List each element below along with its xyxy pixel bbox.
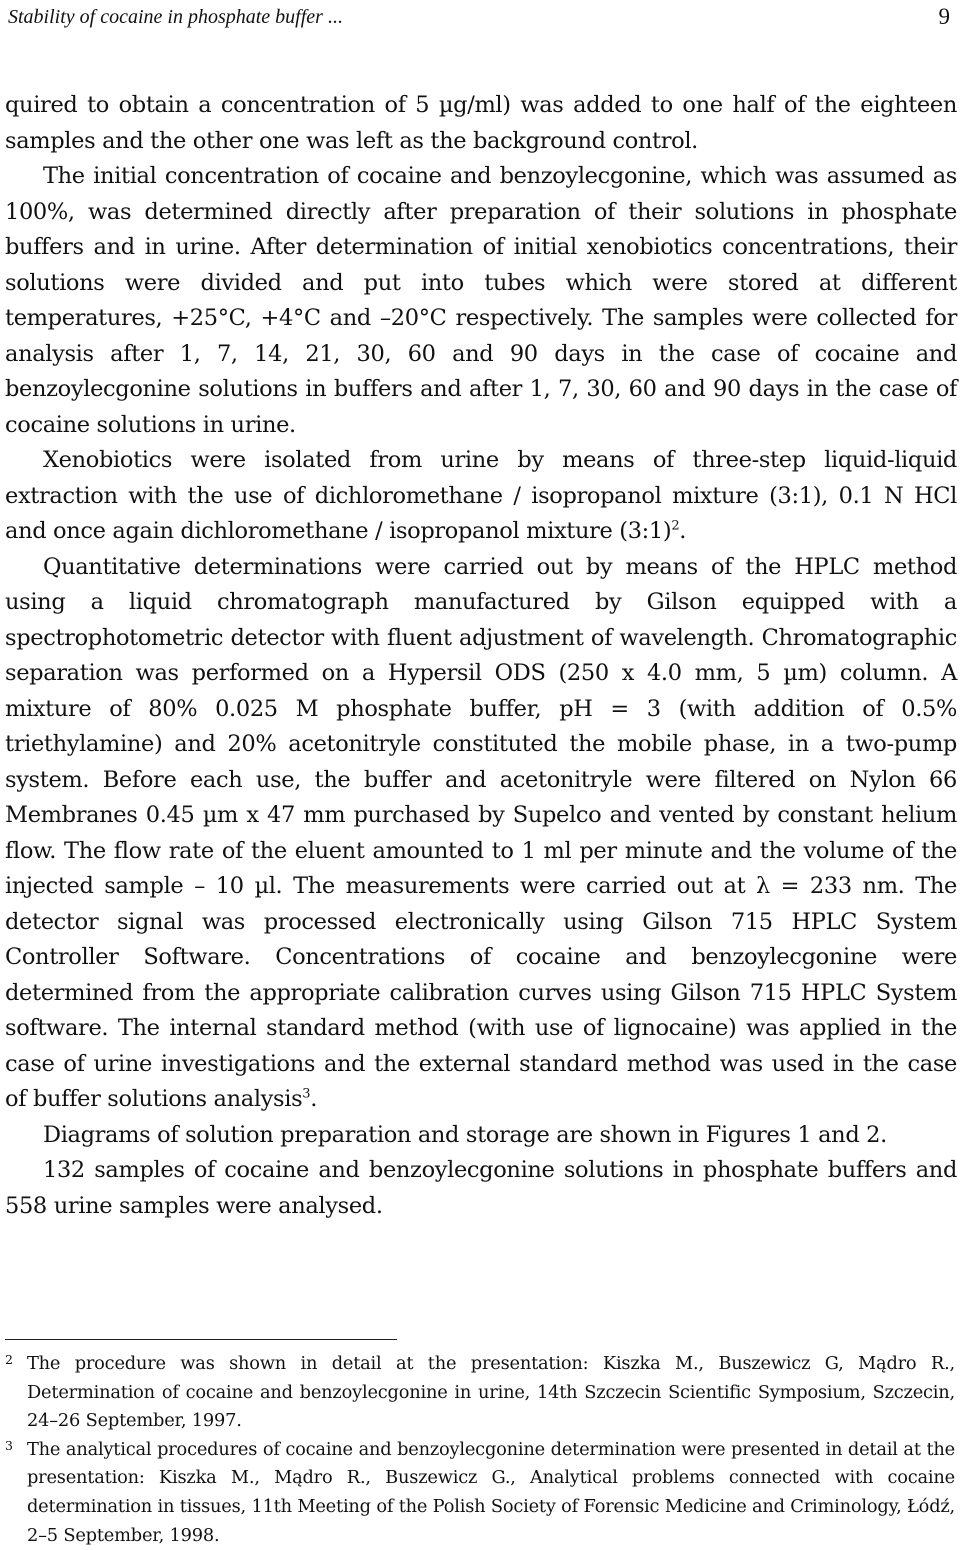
paragraph-initial-concentration: The initial concentration of cocaine and benzoylecgonine, which was assumed as 100%, was determined directly after preparation of their solutions in phosphate buffers and in urine. After determination of initial xenobiotics concentrations, their solutions were divided and put into tubes which were stored at different temperatures, +25°C, +4°C and –20°C respectively. The samples were collected for analysis after 1, 7, 14, 21, 30, 60 and 90 days in the case of cocaine and benzoylecgonine solutions in buffers and after 1, 7, 30, 60 and 90 days in the case of cocaine solutions in urine.: [5, 163, 957, 438]
paragraph-samples: 132 samples of cocaine and benzoylecgonine solutions in phosphate buffers and 558 urine samples were analysed.: [5, 1157, 957, 1219]
paragraph-extraction-end: .: [679, 518, 687, 544]
footnotes: [5, 1350, 955, 1550]
footnote-text: The procedure was shown in detail at the presentation: Kiszka M., Buszewicz G, Mądro R., Determination of cocaine and benzoylecgonine in urine, 14th Szczecin Scientific Symposium, Szczecin, 24–26 September, 1997.: [27, 1353, 955, 1432]
paragraph-extraction-text: Xenobiotics were isolated from urine by means of three-step liquid-liquid extraction with the use of dichloromethane / isopropanol mixture (3:1), 0.1 N HCl and once again dichloromethane / isopropanol mixture (3:1): [5, 447, 957, 544]
footnote-2: [5, 1350, 955, 1436]
running-header: [8, 2, 950, 32]
footnote-mark: 3: [5, 1437, 13, 1453]
paragraph-extraction: [5, 443, 957, 550]
paragraph-hplc-method: [5, 550, 957, 1118]
footnote-3: [5, 1436, 955, 1550]
paragraph-diagrams: Diagrams of solution preparation and storage are shown in Figures 1 and 2.: [43, 1121, 887, 1148]
page-number: 9: [938, 4, 950, 29]
footnote-separator: [5, 1339, 397, 1340]
footnote-mark: 2: [5, 1352, 13, 1367]
footnote-text: The analytical procedures of cocaine and benzoylecgonine determination were presented in detail at the presentation: Kiszka M., Mądro R., Buszewicz G., Analytical problems connected with cocaine determination in tissues, 11th Meeting of the Polish Society of Forensic Medicine and Criminology, Łódź, 2–5 September, 1998.: [27, 1438, 955, 1546]
body-text: [5, 88, 957, 1224]
paragraph-hplc-text: Quantitative determinations were carried out by means of the HPLC method using a liquid chromatograph manufactured by Gilson equipped with a spectrophotometric detector with fluent adjustment of wavelength. Chromatographic separation was performed on a Hypersil ODS (250 x 4.0 mm, 5 µm) column. A mixture of 80% 0.025 M phosphate buffer, pH = 3 (with addition of 0.5% triethylamine) and 20% acetonitryle constituted the mobile phase, in a two-pump system. Before each use, the buffer and acetonitryle were filtered on Nylon 66 Membranes 0.45 µm x 47 mm purchased by Supelco and vented by constant helium flow. The flow rate of the eluent amounted to 1 ml per minute and the volume of the injected sample – 10 µl. The measurements were carried out at λ = 233 nm. The detector signal was processed electronically using Gilson 715 HPLC System Controller Software. Concentrations of cocaine and benzoylecgonine were determined from the appropriate calibration curves using Gilson 715 HPLC System software. The internal standard method (with use of lignocaine) was applied in the case of urine investigations and the external standard method was used in the case of buffer solutions analysis: [5, 553, 957, 1112]
paragraph-continuation: quired to obtain a concentration of 5 µg/ml) was added to one half of the eighteen samples and the other one was left as the background control.: [5, 92, 957, 154]
footnote-ref-2: 2: [671, 518, 680, 534]
paragraph-hplc-end: .: [310, 1086, 318, 1112]
running-title: Stability of cocaine in phosphate buffer ...: [8, 5, 343, 28]
footnote-ref-3: 3: [302, 1086, 311, 1102]
